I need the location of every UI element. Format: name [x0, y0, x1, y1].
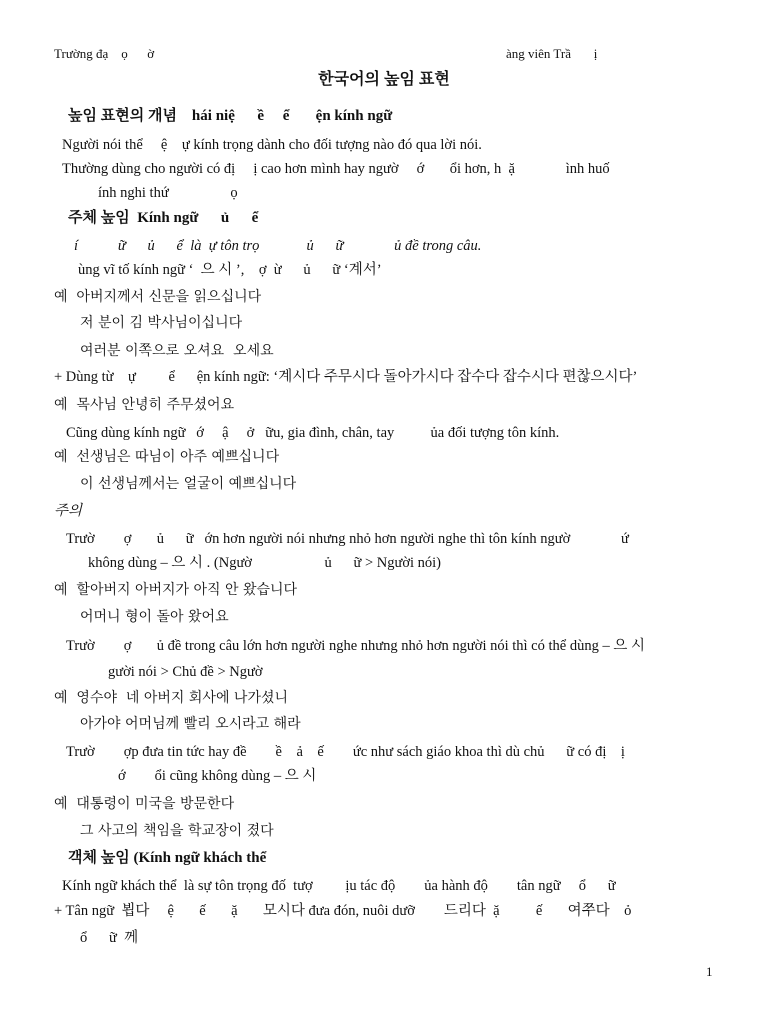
text-line: Cũng dùng kính ngữ ớ ậ ở ữu, gia đình, chân, tay ủa đối tượng tôn kính. — [66, 425, 560, 441]
text-line: ính nghi thứ ọ — [98, 185, 238, 201]
text-line: 객체 높임 (Kính ngữ khách thể — [68, 850, 267, 866]
text-line: Trườ ợ ủ ữ ớn hơn người nói nhưng nhỏ hơn người nghe thì tôn kính ngườ ứ — [66, 531, 629, 547]
text-line: Trườ ợ ủ đề trong câu lớn hơn người nghe nhưng nhỏ hơn người nói thì có thể dùng – 으 시 — [66, 638, 645, 654]
text-line: 주체 높임 Kính ngữ ủ ể — [68, 210, 259, 226]
text-line: Trườ ợp đưa tin tức hay đề ề ả ế ức như sách giáo khoa thì dù chủ ữ có đị ị — [66, 744, 625, 760]
text-line: 예 목사님 안녕히 주무셨어요 — [54, 397, 235, 413]
text-line: ớ ổi cũng không dùng – 으 시 — [118, 768, 317, 784]
text-line: 예 할아버지 아버지가 아직 안 왔습니다 — [54, 582, 298, 598]
text-line: Thường dùng cho người có đị ị cao hơn mình hay ngườ ớ ổi hơn, h ặ ình huố — [62, 161, 610, 177]
text-line: không dùng – 으 시 . (Ngườ ủ ữ > Người nói) — [88, 555, 442, 571]
text-line: 저 분이 김 박사님이십니다 — [80, 315, 243, 331]
text-line: 주의 — [54, 503, 83, 519]
header-left: Trường đạ ọ ờ — [54, 46, 155, 61]
text-line: 아가야 어머님께 빨리 오시라고 해라 — [80, 716, 301, 732]
text-line: 예 선생님은 따님이 아주 예쁘십니다 — [54, 449, 280, 465]
text-line: 이 선생님께서는 얼굴이 예쁘십니다 — [80, 476, 297, 492]
text-line: ổ ữ 께 — [80, 930, 139, 946]
text-line: 어머니 형이 돌아 왔어요 — [80, 609, 229, 625]
text-line: + Tân ngữ 뵙다 ệ ế ặ 모시다 đưa đón, nuôi dưỡ 드리다 ặ ế 여쭈다 ỏ — [54, 903, 632, 919]
text-line: + Dùng từ ự ể ện kính ngữ: ‘계시다 주무시다 돌아가시다 잡수다 잡수시다 편찮으시다’ — [54, 369, 638, 385]
page-number: 1 — [706, 964, 713, 979]
text-line: 예 아버지께서 신문을 읽으십니다 — [54, 289, 262, 305]
text-line: Người nói thể ệ ự kính trọng dành cho đối tượng nào đó qua lời nói. — [62, 137, 482, 153]
text-line: 예 영수야 네 아버지 회사에 나가셨니 — [54, 690, 289, 706]
text-line: 예 대통령이 미국을 방문한다 — [54, 796, 235, 812]
text-line: 여러분 이쪽으로 오셔요 오세요 — [80, 343, 274, 359]
page-title: 한국어의 높임 표현 — [318, 71, 450, 88]
text-line: 높임 표현의 개념 hái niệ ề ể ện kính ngữ — [68, 108, 393, 124]
text-line: 그 사고의 책임을 학교장이 졌다 — [80, 823, 274, 839]
text-line: ùng vĩ tố kính ngữ ‘ 으 시 ’, ợ ừ ủ ữ ‘계서’ — [78, 262, 382, 278]
header-right: àng viên Trầ ị — [506, 46, 598, 61]
text-line: gười nói > Chủ đề > Ngườ — [108, 664, 263, 680]
text-line: Kính ngữ khách thể là sự tôn trọng đố tượ ịu tác độ ủa hành độ tân ngữ ổ ữ — [62, 878, 616, 894]
text-line: í ữ ủ ể là ự tôn trọ ủ ữ ủ đề trong câu. — [74, 238, 482, 254]
